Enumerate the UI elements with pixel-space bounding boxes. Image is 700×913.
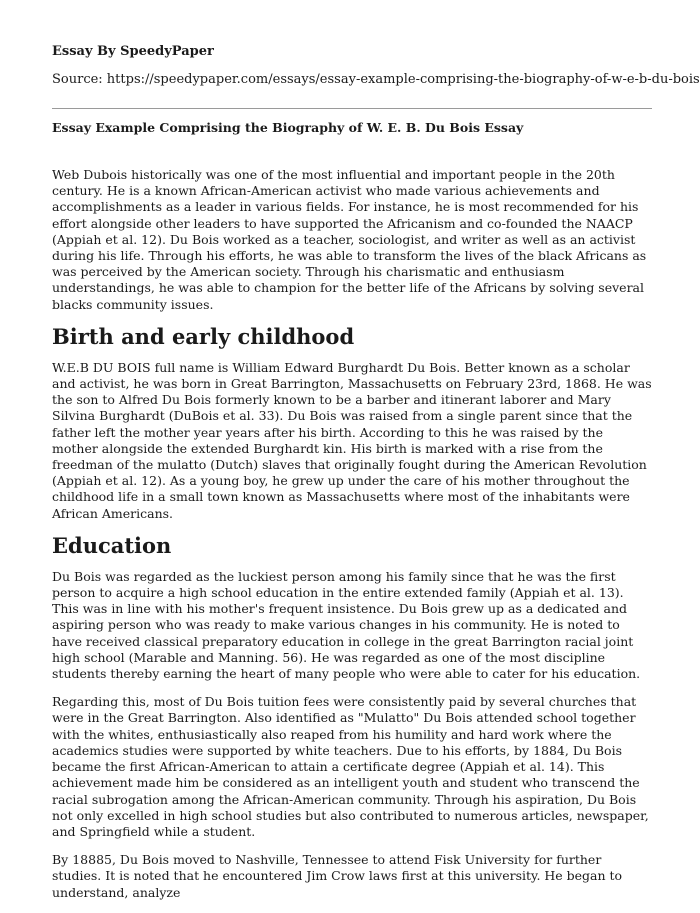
essay-title: Essay Example Comprising the Biography of W. E. B. Du Bois Essay [52,120,524,135]
intro-paragraph: Web Dubois historically was one of the most influential and important people in the 20th century. He is a known African-American activist who made various achievements and accomplishments as a leader in various fields. For instance, he is most recommended for his effort alongside other leaders to have supported the Africanism and co-founded the NAACP (Appiah et al. 12). Du Bois worked as a teacher, sociologist, and writer as well as an activist during his life. Through his efforts, he was able to transform the lives of the black Africans as was perceived by the American society. Through his charismatic and enthusiasm understandings, he was able to champion for the better life of the Africans by solving several blacks community issues. [52,167,647,312]
source-line: Source: https://speedypaper.com/essays/essay-example-comprising-the-biography-of-w-e-b-du-bois [52,72,700,87]
header-divider [52,108,652,109]
brand-title: Essay By SpeedyPaper [52,44,214,59]
essay-body [52,167,652,913]
section-heading: Education [52,532,172,558]
section-heading: Birth and early childhood [52,323,355,349]
body-paragraph: W.E.B DU BOIS full name is William Edward Burghardt Du Bois. Better known as a scholar and activist, he was born in Great Barrington, Massachusetts on February 23rd, 1868. He was the son to Alfred Du Bois formerly known to be a barber and itinerant laborer and Mary Silvina Burghardt (DuBois et al. 33). Du Bois was raised from a single parent since that the father left the mother year years after his birth. According to this he was raised by the mother alongside the extended Burghardt kin. His birth is marked with a rise from the freedman of the mulatto (Dutch) slaves that originally fought during the American Revolution (Appiah et al. 12). As a young boy, he grew up under the care of his mother throughout the childhood life in a small town known as Massachusetts where most of the inhabitants were African Americans. [52,359,652,521]
body-paragraph: Du Bois was regarded as the luckiest person among his family since that he was the first person to acquire a high school education in the entire extended family (Appiah et al. 13). This was in line with his mother's frequent insistence. Du Bois grew up as a dedicated and aspiring person who was ready to make various changes in his community. He is noted to have received classical preparatory education in college in the great Barrington racial joint high school (Marable and Manning. 56). He was regarded as one of the most discipline students thereby earning the heart of many people who were able to cater for his education. [52,568,641,682]
body-paragraph: By 18885, Du Bois moved to Nashville, Tennessee to attend Fisk University for further studies. It is noted that he encountered Jim Crow laws first at this university. He began to understand, analyze [52,852,623,900]
body-paragraph: Regarding this, most of Du Bois tuition fees were consistently paid by several churches that were in the Great Barrington. Also identified as "Mulatto" Du Bois attended school together with the whites, enthusiastically also reaped from his humility and hard work where the academics studies were supported by white teachers. Due to his efforts, by 1884, Du Bois became the first African-American to attain a certificate degree (Appiah et al. 14). This achievement made him be considered as an intelligent youth and student who transcend the racial subrogation among the African-American community. Through his aspiration, Du Bois not only excelled in high school studies but also contributed to numerous articles, newspaper, and Springfield while a student. [52,694,649,839]
